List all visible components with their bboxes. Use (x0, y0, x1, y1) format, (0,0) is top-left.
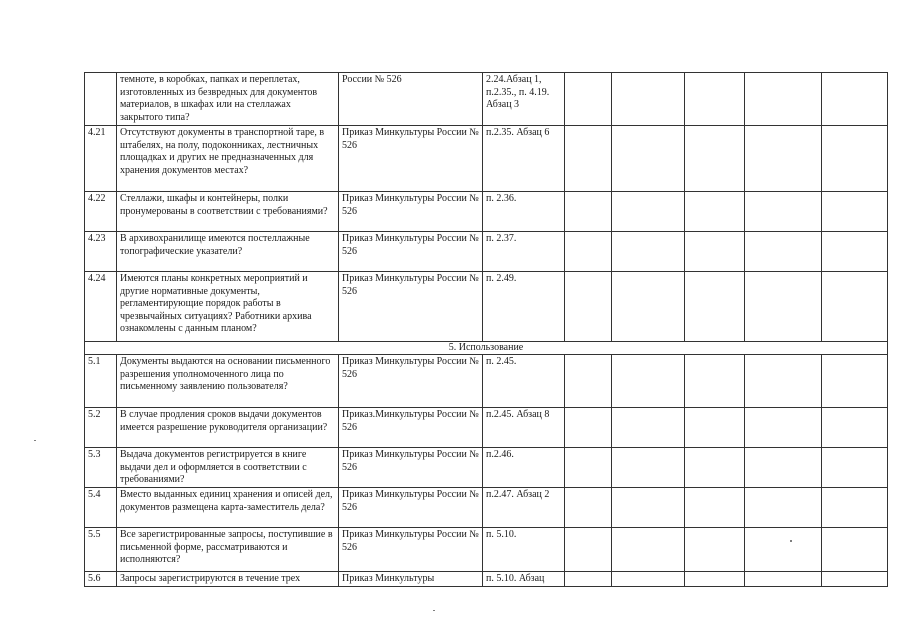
row-number: 5.5 (85, 528, 117, 572)
legal-basis: Приказ Минкультуры России № 526 (339, 448, 483, 488)
table-row (85, 488, 888, 528)
clause-reference: п. 5.10. (483, 528, 565, 572)
answer-cell (685, 355, 745, 408)
answer-cell (822, 232, 888, 272)
section-header-row (85, 342, 888, 355)
answer-cell (745, 73, 822, 126)
answer-cell (612, 126, 685, 192)
answer-cell (685, 232, 745, 272)
row-number: 5.4 (85, 488, 117, 528)
question-text: Отсутствуют документы в транспортной таре, в штабелях, на полу, подоконниках, лестничных площадках и других не предназначенных для хранения документов местах? (117, 126, 339, 192)
answer-cell (822, 355, 888, 408)
answer-cell (685, 73, 745, 126)
row-number: 4.24 (85, 272, 117, 342)
answer-cell (565, 408, 612, 448)
answer-cell (565, 232, 612, 272)
question-text: Выдача документов регистрируется в книге выдачи дел и оформляется в соответствии с требованиями? (117, 448, 339, 488)
answer-cell (612, 73, 685, 126)
question-text: Имеются планы конкретных мероприятий и другие нормативные документы, регламентирующие порядок работы в чрезвычайных ситуациях? Работники архива ознакомлены с данным планом? (117, 272, 339, 342)
clause-reference: п.2.47. Абзац 2 (483, 488, 565, 528)
checklist-table (84, 72, 888, 587)
row-number: 5.2 (85, 408, 117, 448)
answer-cell (822, 192, 888, 232)
answer-cell (565, 272, 612, 342)
clause-reference: п. 2.45. (483, 355, 565, 408)
legal-basis: Приказ Минкультуры (339, 572, 483, 587)
answer-cell (612, 355, 685, 408)
answer-cell (745, 232, 822, 272)
answer-cell (745, 488, 822, 528)
legal-basis: Приказ Минкультуры России № 526 (339, 192, 483, 232)
question-text: темноте, в коробках, папках и переплетах, изготовленных из безвредных для документов материалов, в шкафах или на стеллажах закрытого типа? (117, 73, 339, 126)
clause-reference: п. 2.37. (483, 232, 565, 272)
answer-cell (612, 232, 685, 272)
question-text: Стеллажи, шкафы и контейнеры, полки пронумерованы в соответствии с требованиями? (117, 192, 339, 232)
legal-basis: России № 526 (339, 73, 483, 126)
table-row (85, 272, 888, 342)
section-title-text: 5. Использование (448, 342, 524, 353)
section-title (85, 342, 888, 355)
question-text: В случае продления сроков выдачи документов имеется разрешение руководителя организации? (117, 408, 339, 448)
legal-basis: Приказ Минкультуры России № 526 (339, 355, 483, 408)
clause-reference: п.2.35. Абзац 6 (483, 126, 565, 192)
row-number (85, 73, 117, 126)
row-number: 4.21 (85, 126, 117, 192)
clause-reference: п.2.45. Абзац 8 (483, 408, 565, 448)
question-text: В архивохранилище имеются постеллажные топографические указатели? (117, 232, 339, 272)
answer-cell (685, 408, 745, 448)
row-number: 4.22 (85, 192, 117, 232)
table-row (85, 232, 888, 272)
answer-cell (685, 528, 745, 572)
answer-cell (685, 126, 745, 192)
answer-cell (565, 448, 612, 488)
answer-cell (685, 448, 745, 488)
table-row (85, 73, 888, 126)
row-number: 4.23 (85, 232, 117, 272)
table-row (85, 528, 888, 572)
table-row (85, 355, 888, 408)
answer-cell (612, 448, 685, 488)
clause-reference: п. 5.10. Абзац (483, 572, 565, 587)
clause-reference: п. 2.36. (483, 192, 565, 232)
answer-cell (612, 408, 685, 448)
answer-cell (745, 272, 822, 342)
answer-cell (745, 126, 822, 192)
table-row (85, 572, 888, 587)
row-number: 5.1 (85, 355, 117, 408)
answer-cell (685, 488, 745, 528)
legal-basis: Приказ Минкультуры России № 526 (339, 488, 483, 528)
answer-cell (822, 488, 888, 528)
answer-cell (565, 572, 612, 587)
answer-cell (822, 572, 888, 587)
answer-cell (745, 408, 822, 448)
answer-cell (565, 355, 612, 408)
answer-cell (565, 126, 612, 192)
answer-cell (612, 572, 685, 587)
answer-cell (685, 192, 745, 232)
answer-cell (745, 528, 822, 572)
answer-cell (565, 73, 612, 126)
table-row (85, 448, 888, 488)
answer-cell (612, 272, 685, 342)
answer-cell (822, 408, 888, 448)
answer-cell (822, 448, 888, 488)
answer-cell (745, 572, 822, 587)
question-text: Все зарегистрированные запросы, поступившие в письменной форме, рассматриваются и исполняются? (117, 528, 339, 572)
answer-cell (565, 488, 612, 528)
scan-speck (34, 440, 36, 441)
answer-cell (745, 192, 822, 232)
row-number: 5.6 (85, 572, 117, 587)
table-row (85, 408, 888, 448)
answer-cell (612, 192, 685, 232)
question-text: Документы выдаются на основании письменного разрешения уполномоченного лица по письменному заявлению пользователя? (117, 355, 339, 408)
row-number: 5.3 (85, 448, 117, 488)
answer-cell (822, 126, 888, 192)
scan-speck (790, 540, 792, 542)
table-row (85, 126, 888, 192)
answer-cell (685, 272, 745, 342)
answer-cell (822, 73, 888, 126)
answer-cell (822, 528, 888, 572)
answer-cell (565, 528, 612, 572)
legal-basis: Приказ Минкультуры России № 526 (339, 126, 483, 192)
question-text: Вместо выданных единиц хранения и описей дел, документов размещена карта-заместитель дела? (117, 488, 339, 528)
legal-basis: Приказ Минкультуры России № 526 (339, 272, 483, 342)
answer-cell (612, 528, 685, 572)
scan-speck (433, 610, 435, 611)
answer-cell (745, 355, 822, 408)
answer-cell (822, 272, 888, 342)
answer-cell (565, 192, 612, 232)
clause-reference: 2.24.Абзац 1, п.2.35., п. 4.19. Абзац 3 (483, 73, 565, 126)
clause-reference: п.2.46. (483, 448, 565, 488)
legal-basis: Приказ.Минкультуры России № 526 (339, 408, 483, 448)
question-text: Запросы зарегистрируются в течение трех (117, 572, 339, 587)
clause-reference: п. 2.49. (483, 272, 565, 342)
answer-cell (685, 572, 745, 587)
legal-basis: Приказ Минкультуры России № 526 (339, 528, 483, 572)
table-row (85, 192, 888, 232)
legal-basis: Приказ Минкультуры России № 526 (339, 232, 483, 272)
answer-cell (745, 448, 822, 488)
answer-cell (612, 488, 685, 528)
